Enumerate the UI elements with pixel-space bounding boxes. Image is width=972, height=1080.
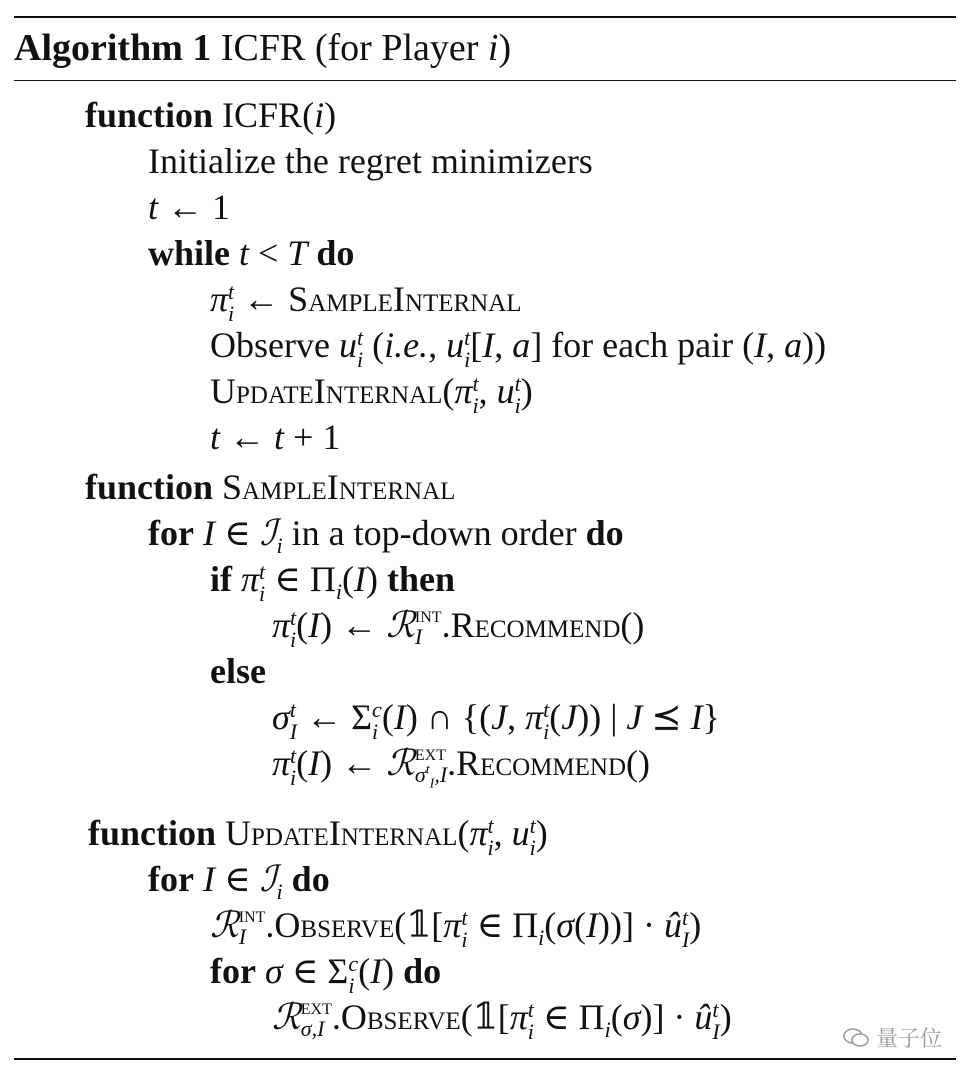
- bottom-rule: [14, 1058, 956, 1060]
- top-rule: [14, 16, 956, 18]
- watermark-text: 量子位: [875, 1027, 942, 1052]
- algorithm-title: Algorithm 1 ICFR (for Player i): [14, 27, 512, 69]
- title-rule: [14, 80, 956, 81]
- watermark: [842, 1022, 942, 1053]
- wechat-icon: [842, 1027, 870, 1049]
